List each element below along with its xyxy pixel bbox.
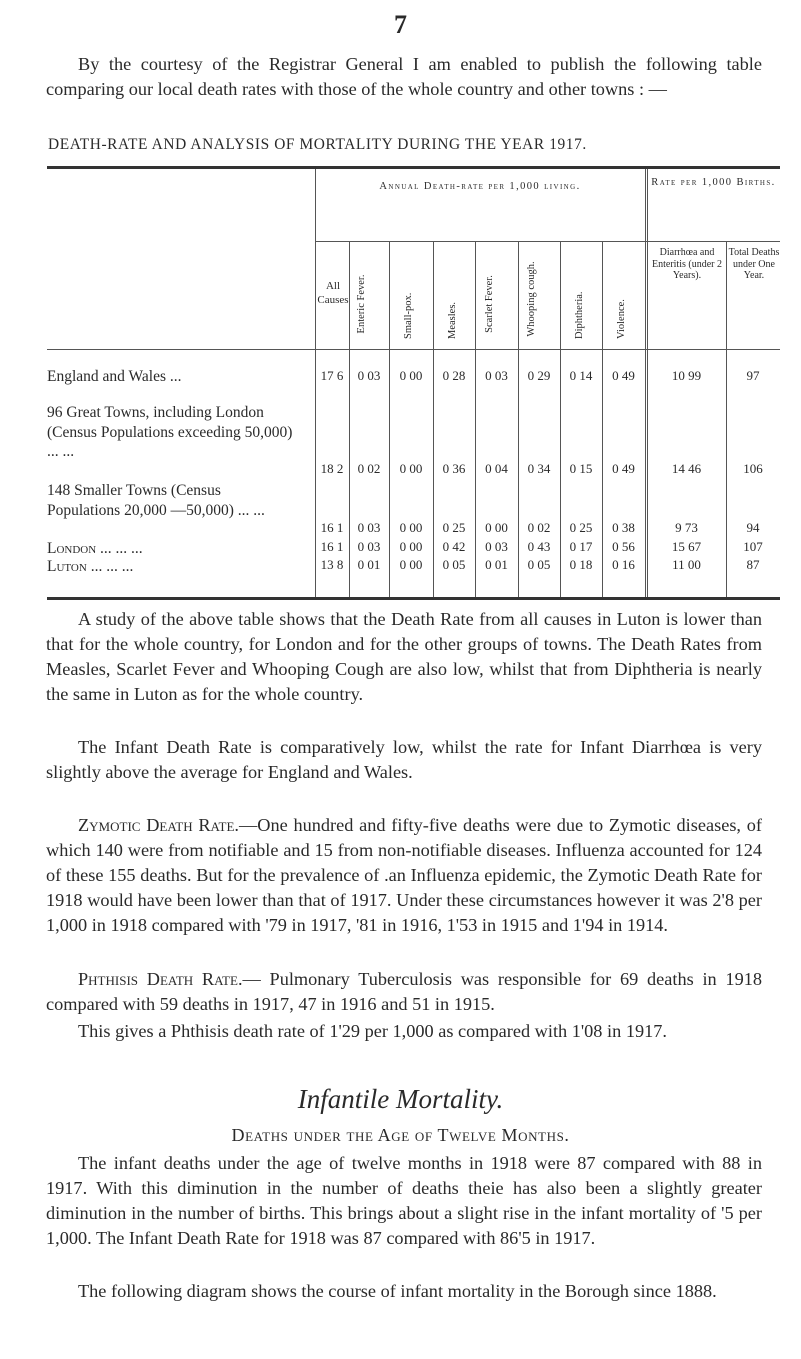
table-cell: 0 00 — [485, 520, 508, 535]
table-cell: 0 18 — [569, 557, 593, 572]
table-cell: 0 00 — [399, 520, 423, 535]
row-label-england: England and Wales ... — [47, 368, 182, 385]
table-cell: 0 03 — [485, 539, 508, 554]
table-divider — [645, 169, 646, 597]
zymotic-paragraph — [46, 813, 762, 938]
table-cell: 0 00 — [399, 461, 423, 476]
row-label-great-towns: 96 Great Towns, including London (Census Populations exceeding 50,000) ... ... — [47, 404, 293, 460]
deaths-under-twelve-months-heading: Deaths under the Age of Twelve Months. — [231, 1125, 570, 1145]
column-header-measles: Measles. — [447, 301, 458, 339]
table-cell: 0 29 — [527, 368, 551, 383]
table-cell: 0 25 — [569, 520, 593, 535]
phthisis-paragraph — [46, 967, 762, 1017]
table-cell: 0 01 — [357, 557, 381, 572]
row-label-luton: Luton ... ... ... — [47, 558, 134, 575]
phthisis-heading: Phthisis Death Rate. — [78, 969, 243, 989]
table-cell: 0 00 — [399, 539, 423, 554]
zymotic-text: —One hundred and fifty-five deaths were due to Zymotic diseases, of which 140 were from notifiable and 15 from non-notifiable diseases. Influenza accounted for 124 of these 155 deaths. But for the prevalence of .an Influenza epidemic, the Zymotic Death Rate for 1918 would have been lower than that of 1917. Under these circumstances however it was 2'8 per 1,000 in 1918 compared with '79 in 1917, '81 in 1916, 1'53 in 1915 and 1'94 in 1914. — [46, 815, 762, 935]
table-cell: 15 67 — [671, 539, 702, 554]
table-cell: 0 14 — [569, 368, 593, 383]
table-cell: 10 99 — [671, 368, 702, 383]
table-divider — [315, 241, 780, 242]
table-cell: 16 1 — [320, 520, 344, 535]
table-cell: 0 03 — [485, 368, 508, 383]
mortality-table — [47, 166, 780, 600]
row-label-smaller-towns: 148 Smaller Towns (Census Populations 20,000 —50,000) ... ... — [47, 482, 265, 519]
column-header-diarrhoea: Diarrhœa and Enteritis (under 2 Years). — [652, 247, 722, 281]
study-paragraph: A study of the above table shows that the Death Rate from all causes in Luton is lower than that for the whole country, for London and for the other groups of towns. The Death Rates from Measles, Scarlet Fever and Whooping Cough are also low, whilst that from Diphtheria is nearly the same in Luton as for the whole country. — [46, 609, 762, 704]
table-cell: 0 34 — [527, 461, 551, 476]
table-cell: 0 36 — [442, 461, 466, 476]
intro-paragraph: By the courtesy of the Registrar General I am enabled to publish the following table comparing our local death rates with those of the whole country and other towns : — — [46, 54, 762, 99]
column-header-violence: Violence. — [616, 299, 627, 339]
table-cell: 0 02 — [527, 520, 551, 535]
infant-deaths-paragraph: The infant deaths under the age of twelve months in 1918 were 87 compared with 88 in 1917. With this diminution in the number of deaths theie has also been a slightly greater diminution in the number of births. This brings about a slight rise in the infant mortality of '5 per 1,000. The Infant Death Rate for 1918 was 87 compared with 86'5 in 1917. — [46, 1153, 762, 1248]
table-cell: 0 42 — [442, 539, 466, 554]
column-header-whooping: Whooping cough. — [526, 261, 537, 337]
table-cell: 17 6 — [320, 368, 344, 383]
zymotic-heading: Zymotic Death Rate. — [78, 815, 239, 835]
table-cell: 0 03 — [357, 368, 381, 383]
table-cell: 16 1 — [320, 539, 344, 554]
column-header-smallpox: Small-pox. — [403, 292, 414, 339]
phthisis-text: — Pulmonary Tuberculosis was responsible for 69 deaths in 1918 compared with 59 deaths in 1917, 47 in 1916 and 51 in 1915. — [46, 969, 762, 1014]
row-label-london: London ... ... ... — [47, 540, 143, 557]
group-header-births: Rate per 1,000 Births. — [651, 177, 776, 188]
table-cell: 0 28 — [442, 368, 466, 383]
column-header-scarlet: Scarlet Fever. — [484, 275, 495, 333]
group-header-annual: Annual Death-rate per 1,000 living. — [379, 181, 581, 192]
table-cell: 13 8 — [320, 557, 344, 572]
table-cell: 0 25 — [442, 520, 466, 535]
table-cell: 0 03 — [357, 520, 381, 535]
column-header-diphtheria: Diphtheria. — [574, 291, 585, 339]
diagram-paragraph: The following diagram shows the course of infant mortality in the Borough since 1888. — [78, 1281, 717, 1301]
phthisis-rate-paragraph: This gives a Phthisis death rate of 1'29 per 1,000 as compared with 1'08 in 1917. — [78, 1021, 667, 1041]
table-cell: 0 01 — [485, 557, 508, 572]
table-cell: 87 — [746, 557, 760, 572]
table-cell: 0 17 — [569, 539, 593, 554]
table-title: DEATH-RATE AND ANALYSIS OF MORTALITY DURING THE YEAR 1917. — [48, 136, 587, 153]
table-cell: 0 05 — [442, 557, 466, 572]
table-cell: 0 56 — [612, 539, 635, 554]
table-cell: 0 43 — [527, 539, 551, 554]
table-cell: 0 38 — [612, 520, 635, 535]
table-cell: 0 49 — [612, 368, 635, 383]
table-cell: 0 00 — [399, 557, 423, 572]
table-cell: 97 — [746, 368, 760, 383]
table-cell: 18 2 — [320, 461, 344, 476]
table-cell: 0 49 — [612, 461, 635, 476]
column-header-all-causes: All Causes — [317, 280, 349, 306]
table-cell: 9 73 — [675, 520, 698, 535]
table-cell: 0 04 — [485, 461, 508, 476]
table-divider — [47, 349, 780, 350]
column-header-enteric: Enteric Fever. — [356, 274, 367, 334]
column-header-infant-deaths: Total Deaths under One Year. — [728, 247, 780, 281]
infantile-mortality-title: Infantile Mortality. — [297, 1084, 504, 1114]
infant-rate-paragraph: The Infant Death Rate is comparatively low, whilst the rate for Infant Diarrhœa is very slightly above the average for England and Wales. — [46, 737, 762, 782]
table-cell: 0 16 — [612, 557, 635, 572]
table-cell: 0 05 — [527, 557, 551, 572]
page-number: 7 — [394, 10, 407, 39]
table-cell: 0 02 — [357, 461, 381, 476]
table-cell: 14 46 — [671, 461, 702, 476]
table-cell: 0 15 — [569, 461, 593, 476]
table-cell: 106 — [743, 461, 763, 476]
table-cell: 94 — [746, 520, 760, 535]
table-cell: 0 00 — [399, 368, 423, 383]
table-cell: 11 00 — [672, 557, 701, 572]
table-cell: 107 — [743, 539, 763, 554]
table-cell: 0 03 — [357, 539, 381, 554]
